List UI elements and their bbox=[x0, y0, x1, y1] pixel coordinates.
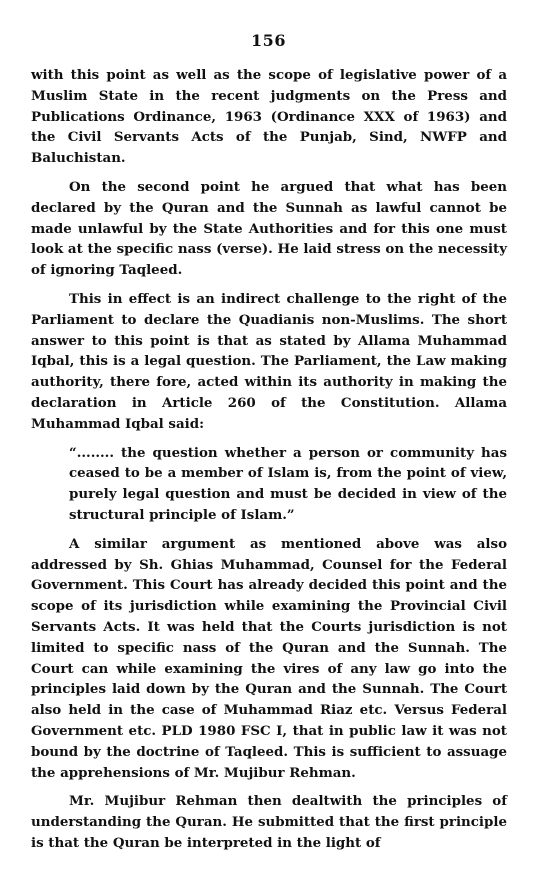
body-text bbox=[31, 65, 507, 862]
paragraph-continuation: with this point as well as the scope of legislative power of a Muslim State in the recent judgments on the Press and Publications Ordinance, 1963 (Ordinance XXX of 1963) and the Civil Servants Acts of the Punjab, Sind, NWFP and Baluchistan. bbox=[31, 67, 507, 167]
paragraph-second-point: On the second point he argued that what has been declared by the Quran and the Sunnah as lawful cannot be made unlawful by the State Authorities and for this one must look at the specific nass (verse). He laid stress on the necessity of ignoring Taqleed. bbox=[31, 178, 507, 279]
paragraph-similar-argument: A similar argument as mentioned above was also addressed by Sh. Ghias Muhammad, Counsel for the Federal Government. This Court has already decided this point and the scope of its jurisdiction while examining the Provincial Civil Servants Acts. It was held that the Courts jurisdiction is not limited to specific nass of the Quran and the Sunnah. The Court can while examining the vires of any law go into the principles laid down by the Quran and the Sunnah. The Court also held in the case of Muhammad Riaz etc. Versus Federal Government etc. PLD 1980 FSC I, that in public law it was not bound by the doctrine of Taqleed. This is sufficient to assuage the apprehensions of Mr. Mujibur Rehman. bbox=[31, 535, 507, 781]
paragraph-indirect-challenge: This in effect is an indirect challenge to the right of the Parliament to declare the Quadianis non-Muslims. The short answer to this point is that as stated by Allama Muhammad Iqbal, this is a legal question. The Parliament, the Law making authority, there fore, acted within its authority in making the declaration in Article 260 of the Constitution. Allama Muhammad Iqbal said: bbox=[31, 290, 507, 432]
block-quote-iqbal: “........ the question whether a person or community has ceased to be a member of Islam is, from the point of view, purely legal question and must be decided in view of the structural principle of Islam.” bbox=[69, 444, 507, 523]
page-number: 156 bbox=[251, 31, 286, 50]
paragraph-principles-quran: Mr. Mujibur Rehman then dealtwith the principles of understanding the Quran. He submitted that the first principle is that the Quran be interpreted in the light of bbox=[31, 793, 507, 851]
